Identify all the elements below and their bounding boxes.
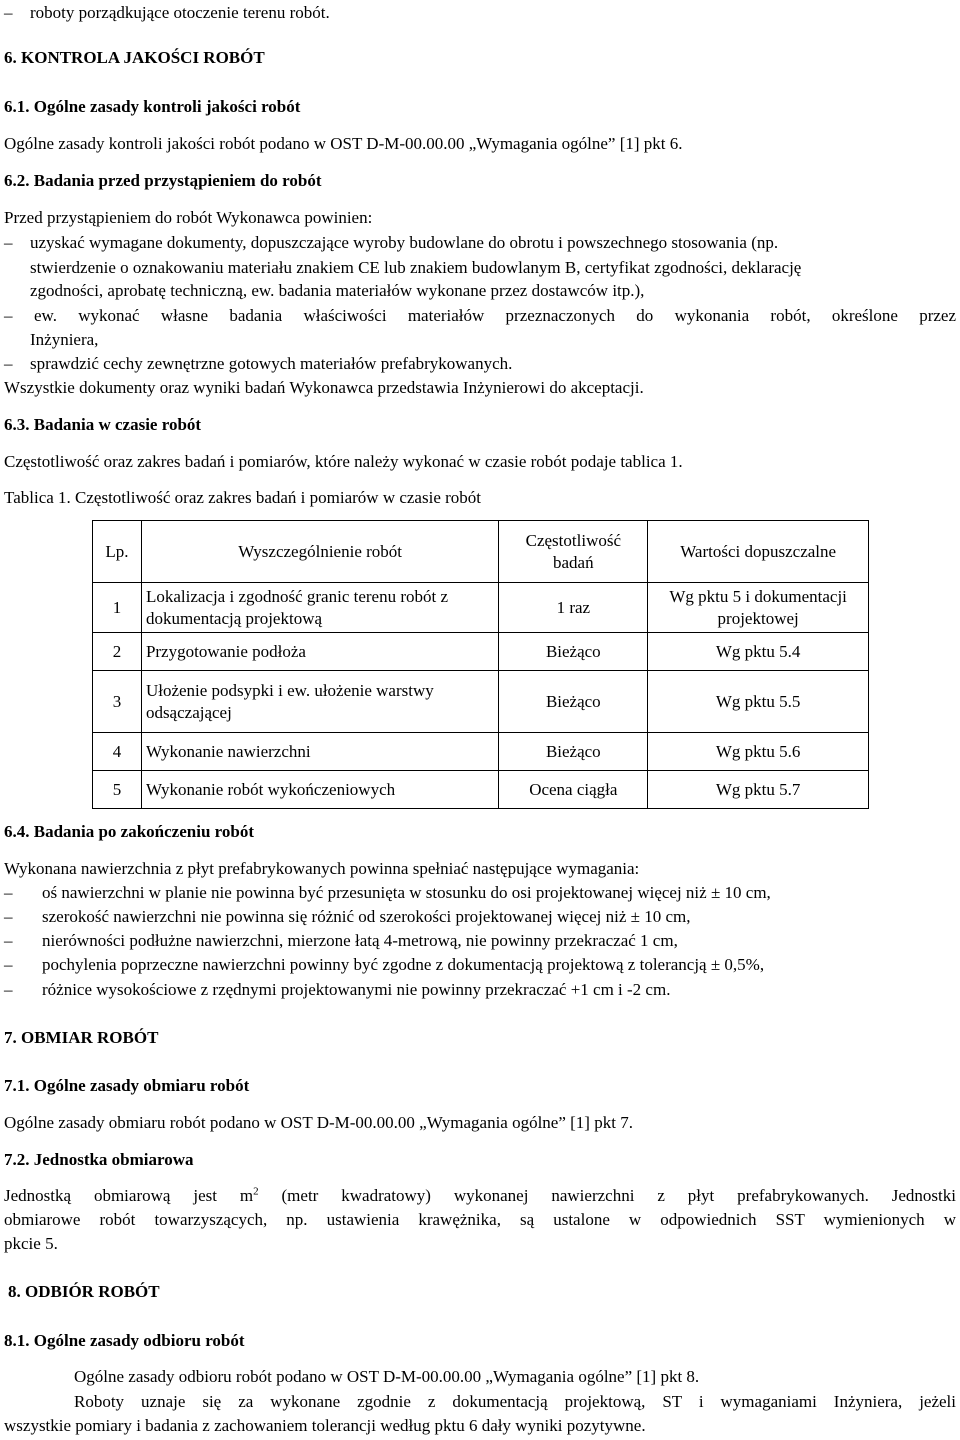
- table-caption: Tablica 1. Częstotliwość oraz zakres badań i pomiarów w czasie robót: [4, 488, 481, 507]
- list-item-text: oś nawierzchni w planie nie powinna być przesunięta w stosunku do osi projektowanej więcej niż ± 10 cm,: [42, 883, 771, 902]
- table-cell: Wg pktu 5.4: [648, 633, 869, 671]
- header-cell: Lp.: [93, 521, 142, 583]
- dash-bullet: [4, 305, 24, 327]
- table-row: [93, 671, 869, 733]
- table-row: [93, 583, 869, 633]
- dash-bullet: [4, 2, 24, 24]
- header-cell: Częstotliwość badań: [499, 521, 648, 583]
- subsection-heading: 7.1. Ogólne zasady obmiaru robót: [4, 1076, 250, 1095]
- table-cell: 1 raz: [499, 583, 648, 633]
- frequency-table: [92, 520, 869, 809]
- list-item-text: stwierdzenie o oznakowaniu materiału znakiem CE lub znakiem budowlanym B, certyfikat zgodności, deklarację: [30, 258, 802, 277]
- table-cell: Bieżąco: [499, 733, 648, 771]
- list-item-text: uzyskać wymagane dokumenty, dopuszczające wyroby budowlane do obrotu i powszechnego stosowania (np.: [30, 233, 779, 252]
- list-item-text: sprawdzić cechy zewnętrzne gotowych materiałów prefabrykowanych.: [30, 354, 513, 373]
- subsection-heading: 7.2. Jednostka obmiarowa: [4, 1150, 194, 1169]
- paragraph: obmiarowe robót towarzyszących, np. ustawienia krawężnika, są ustalone w odpowiednich SST wymienionych w: [4, 1210, 956, 1229]
- subsection-heading: 6.4. Badania po zakończeniu robót: [4, 822, 255, 841]
- table-cell: Bieżąco: [499, 633, 648, 671]
- table-cell: 5: [93, 771, 142, 809]
- paragraph: Ogólne zasady odbioru robót podano w OST D-M-00.00.00 „Wymagania ogólne” [1] pkt 8.: [74, 1367, 700, 1386]
- paragraph: Wszystkie dokumenty oraz wyniki badań Wykonawca przedstawia Inżynierowi do akceptacji.: [4, 378, 644, 397]
- list-item-text: ew. wykonać własne badania właściwości materiałów przeznaczonych do wykonania robót, określone przez: [34, 306, 956, 325]
- table-row: [93, 733, 869, 771]
- list-item-text: Inżyniera,: [30, 330, 99, 349]
- section-heading: 6. KONTROLA JAKOŚCI ROBÓT: [4, 48, 265, 67]
- dash-bullet: [4, 882, 24, 904]
- table-header-row: [93, 521, 869, 583]
- dash-bullet: [4, 954, 24, 976]
- list-item-text: roboty porządkujące otoczenie terenu robót.: [30, 3, 330, 22]
- table-cell: Wg pktu 5.6: [648, 733, 869, 771]
- dash-bullet: [4, 232, 24, 254]
- header-cell: Wyszczególnienie robót: [141, 521, 498, 583]
- table-cell: Wykonanie robót wykończeniowych: [141, 771, 498, 809]
- paragraph: [4, 1185, 956, 1207]
- list-item-text: zgodności, aprobatę techniczną, ew. badania materiałów wykonane przez dostawców itp.),: [30, 281, 645, 300]
- table-cell: Bieżąco: [499, 671, 648, 733]
- subsection-heading: 6.2. Badania przed przystąpieniem do robót: [4, 171, 322, 190]
- paragraph-text: (metr kwadratowy) wykonanej nawierzchni z płyt prefabrykowanych. Jednostki: [258, 1186, 956, 1205]
- paragraph: Ogólne zasady kontroli jakości robót podano w OST D-M-00.00.00 „Wymagania ogólne” [1] pkt 6.: [4, 134, 683, 153]
- subsection-heading: 6.1. Ogólne zasady kontroli jakości robót: [4, 97, 301, 116]
- dash-bullet: [4, 930, 24, 952]
- table-cell: Wg pktu 5.7: [648, 771, 869, 809]
- paragraph: wszystkie pomiary i badania z zachowaniem tolerancji według pktu 6 dały wyniki pozytywne.: [4, 1416, 646, 1435]
- list-item-text: pochylenia poprzeczne nawierzchni powinny być zgodne z dokumentacją projektową z tolerancją ± 0,5%,: [42, 955, 765, 974]
- paragraph: Ogólne zasady obmiaru robót podano w OST D-M-00.00.00 „Wymagania ogólne” [1] pkt 7.: [4, 1113, 633, 1132]
- subsection-heading: 6.3. Badania w czasie robót: [4, 415, 202, 434]
- list-item-text: różnice wysokościowe z rzędnymi projektowanymi nie powinny przekraczać +1 cm i -2 cm.: [42, 980, 671, 999]
- table-cell: 4: [93, 733, 142, 771]
- paragraph-text: Jednostką obmiarową jest m: [4, 1186, 254, 1205]
- table-cell: 3: [93, 671, 142, 733]
- table-cell: Wykonanie nawierzchni: [141, 733, 498, 771]
- dash-bullet: [4, 353, 24, 375]
- table-row: [93, 771, 869, 809]
- dash-bullet: [4, 979, 24, 1001]
- header-cell: Wartości dopuszczalne: [648, 521, 869, 583]
- table-row: [93, 633, 869, 671]
- list-item-text: szerokość nawierzchni nie powinna się różnić od szerokości projektowanej więcej niż ± 10 cm,: [42, 907, 691, 926]
- table-cell: Wg pktu 5.5: [648, 671, 869, 733]
- paragraph: pkcie 5.: [4, 1234, 58, 1253]
- table-cell: 1: [93, 583, 142, 633]
- paragraph: Wykonana nawierzchnia z płyt prefabrykowanych powinna spełniać następujące wymagania:: [4, 859, 640, 878]
- section-heading: 7. OBMIAR ROBÓT: [4, 1028, 159, 1047]
- section-heading: 8. ODBIÓR ROBÓT: [8, 1282, 160, 1301]
- list-item-text: nierówności podłużne nawierzchni, mierzone łatą 4-metrową, nie powinny przekraczać 1 cm,: [42, 931, 678, 950]
- table-cell: Ocena ciągła: [499, 771, 648, 809]
- table-cell: Lokalizacja i zgodność granic terenu robót z dokumentacją projektową: [141, 583, 498, 633]
- table-cell: Wg pktu 5 i dokumentacji projektowej: [648, 583, 869, 633]
- table-cell: 2: [93, 633, 142, 671]
- table-cell: Ułożenie podsypki i ew. ułożenie warstwy odsączającej: [141, 671, 498, 733]
- dash-bullet: [4, 906, 24, 928]
- table-cell: Przygotowanie podłoża: [141, 633, 498, 671]
- superscript: 2: [253, 1185, 259, 1198]
- paragraph: Częstotliwość oraz zakres badań i pomiarów, które należy wykonać w czasie robót podaje tablica 1.: [4, 452, 683, 471]
- subsection-heading: 8.1. Ogólne zasady odbioru robót: [4, 1331, 245, 1350]
- paragraph: Przed przystąpieniem do robót Wykonawca powinien:: [4, 208, 373, 227]
- paragraph: Roboty uznaje się za wykonane zgodnie z dokumentacją projektową, ST i wymaganiami Inżyniera, jeżeli: [74, 1392, 956, 1411]
